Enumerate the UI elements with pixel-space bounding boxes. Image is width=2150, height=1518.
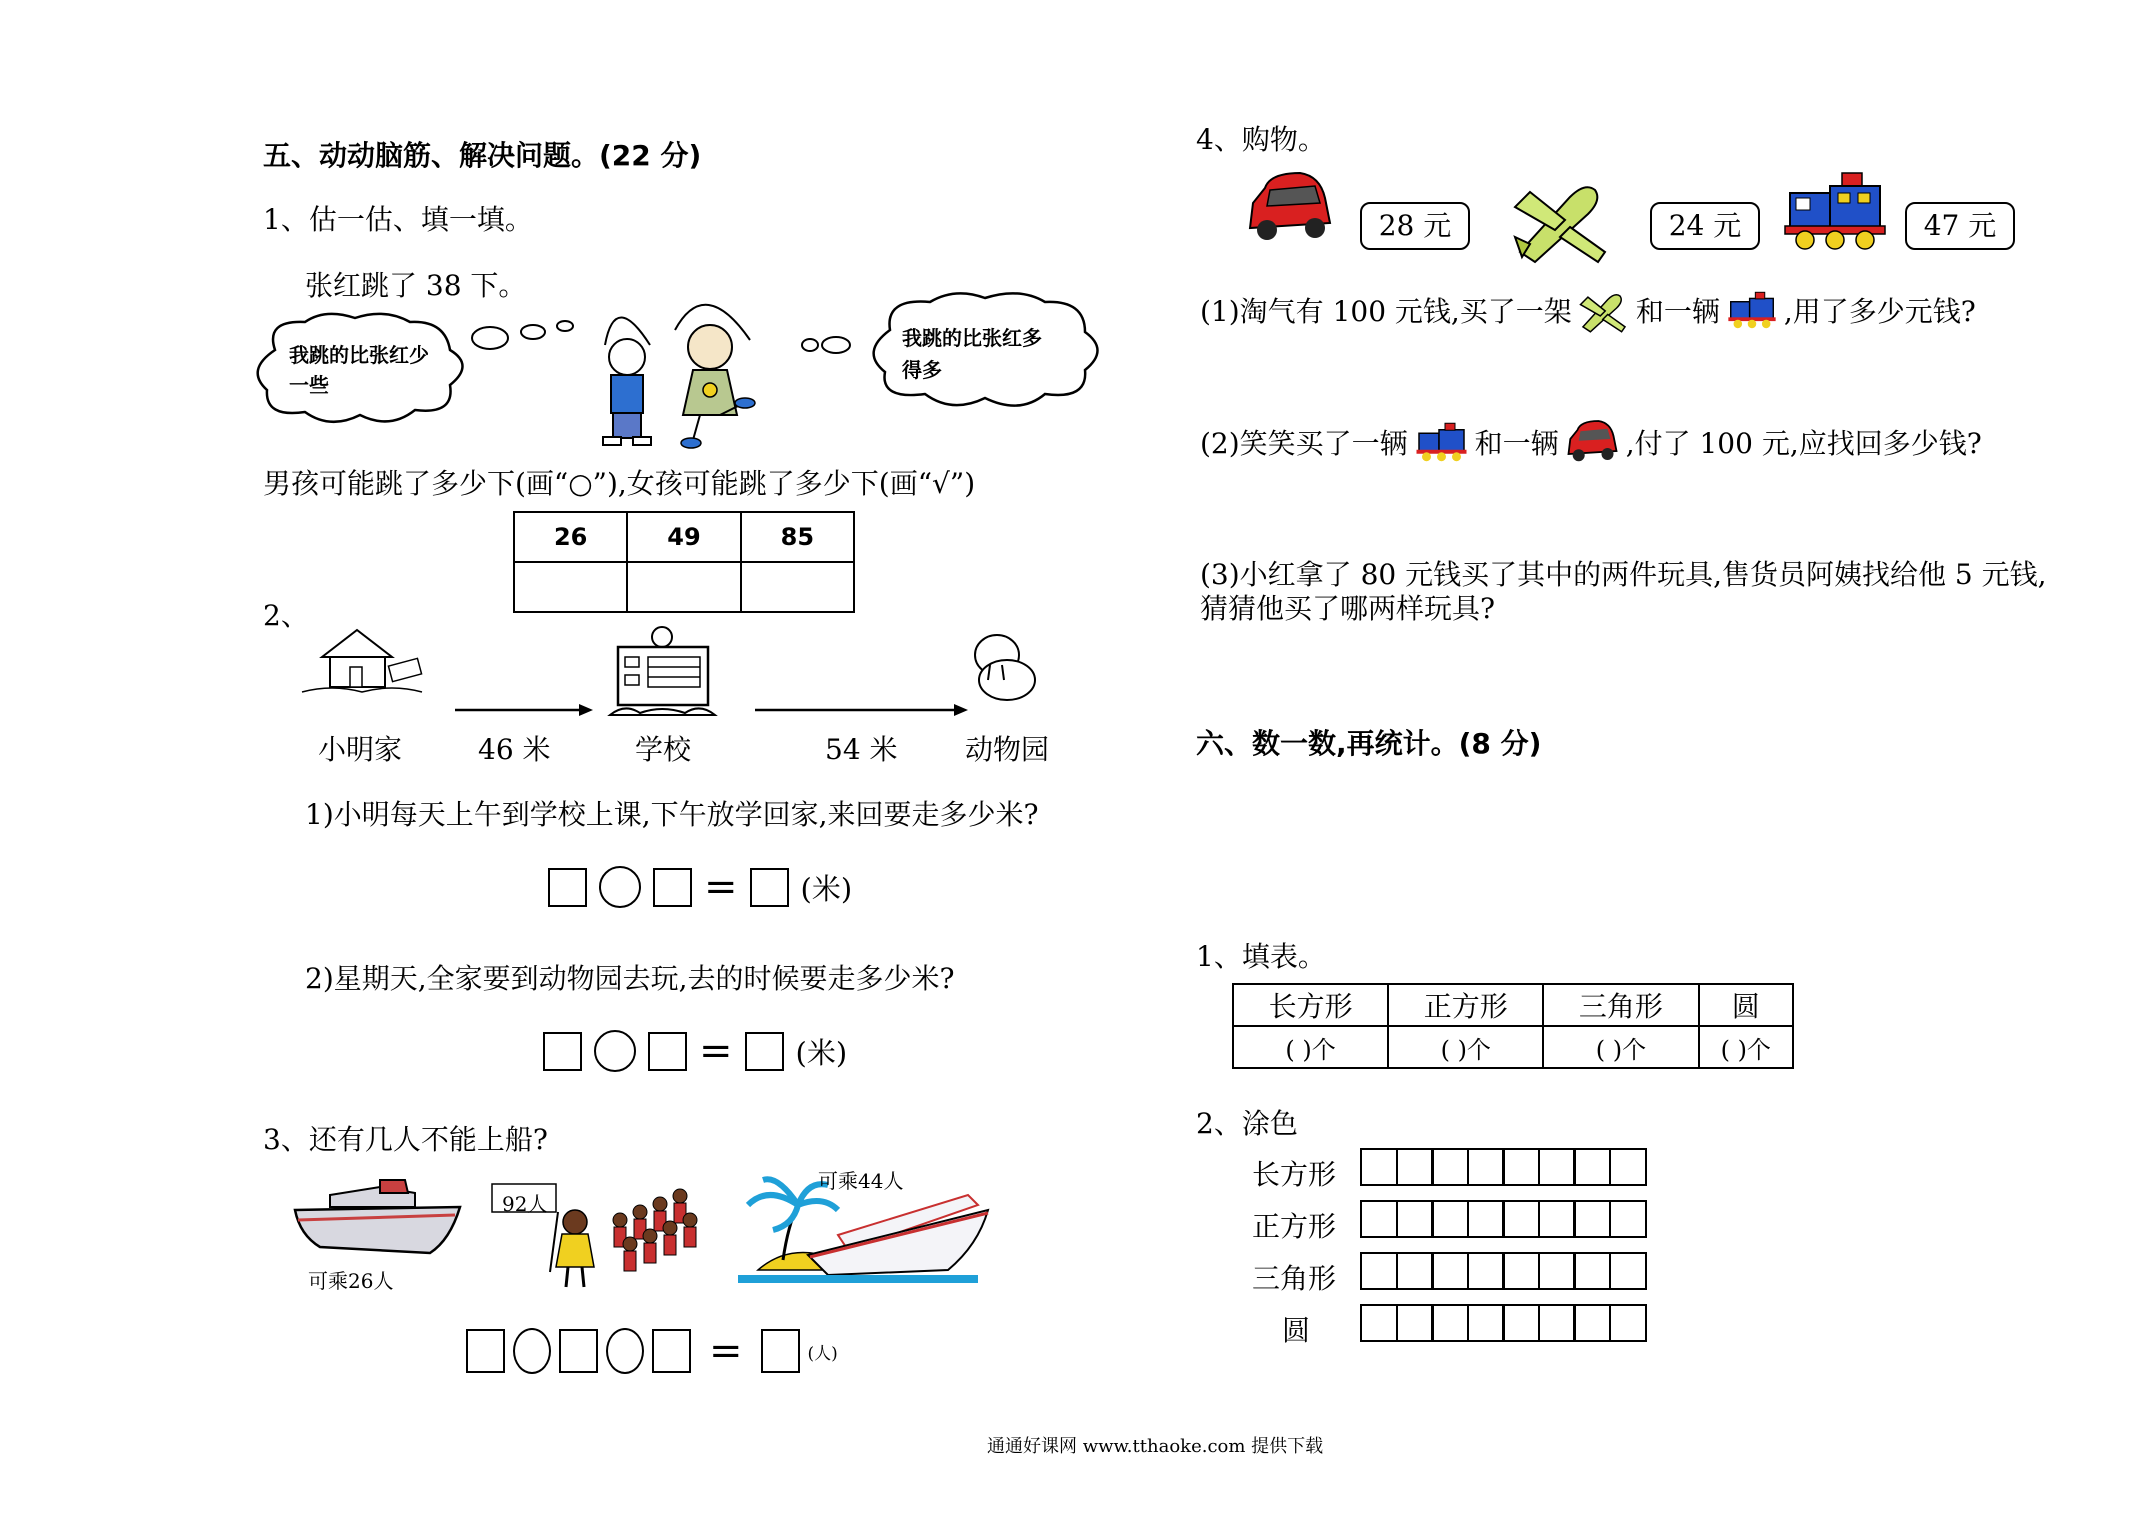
q4-sub1-text-a: (1)淘气有 100 元钱,买了一架 bbox=[1200, 295, 1572, 328]
train-icon bbox=[1726, 289, 1778, 331]
color-row-label: 圆 bbox=[1282, 1314, 1311, 1347]
shape-count-table bbox=[1232, 983, 1794, 1069]
q2-label: 2、 bbox=[263, 599, 309, 632]
walrus-icon bbox=[962, 625, 1042, 705]
children-skipping-illustration bbox=[575, 285, 795, 460]
price-plane: 24 元 bbox=[1650, 202, 1760, 250]
count-cell[interactable]: ( )个 bbox=[1543, 1026, 1698, 1068]
color-cell[interactable] bbox=[1538, 1148, 1576, 1186]
color-row-triangle bbox=[1360, 1252, 1647, 1290]
equals-sign: = bbox=[704, 864, 738, 910]
color-cell[interactable] bbox=[1360, 1252, 1398, 1290]
count-cell[interactable]: ( )个 bbox=[1388, 1026, 1543, 1068]
ship-2-capacity: 可乘44人 bbox=[818, 1169, 904, 1193]
color-cell[interactable] bbox=[1396, 1304, 1434, 1342]
boy-bubble-text: 我跳的比张红少一些 bbox=[289, 343, 429, 397]
section6-title: 六、数一数,再统计。(8 分) bbox=[1196, 727, 1542, 760]
q4-sub1-text-c: ,用了多少元钱? bbox=[1783, 295, 1976, 328]
q4-sub1 bbox=[1200, 286, 1976, 334]
equals-sign: = bbox=[709, 1328, 743, 1374]
table-cell: 85 bbox=[741, 512, 854, 562]
operator-circle[interactable] bbox=[594, 1030, 636, 1072]
color-row-label: 正方形 bbox=[1252, 1210, 1337, 1243]
q1-answer-table bbox=[513, 511, 855, 613]
operator-circle[interactable] bbox=[606, 1328, 644, 1374]
color-cell[interactable] bbox=[1467, 1148, 1505, 1186]
q1-title: 1、估一估、填一填。 bbox=[263, 203, 533, 236]
answer-box[interactable] bbox=[559, 1329, 598, 1373]
color-cell[interactable] bbox=[1360, 1304, 1398, 1342]
color-cell[interactable] bbox=[1431, 1148, 1469, 1186]
q2-sub1: 1)小明每天上午到学校上课,下午放学回家,来回要走多少米? bbox=[305, 798, 1039, 831]
color-cell[interactable] bbox=[1467, 1304, 1505, 1342]
color-cell[interactable] bbox=[1573, 1304, 1611, 1342]
color-row-circle bbox=[1360, 1304, 1647, 1342]
q4-sub2 bbox=[1200, 418, 1982, 466]
q4-sub1-text-b: 和一辆 bbox=[1635, 295, 1720, 328]
table-header: 正方形 bbox=[1388, 984, 1543, 1026]
q2-sub2: 2)星期天,全家要到动物园去玩,去的时候要走多少米? bbox=[305, 962, 955, 995]
q4-sub3-line1: (3)小红拿了 80 元钱买了其中的两件玩具,售货员阿姨找给他 5 元钱, bbox=[1200, 558, 2047, 591]
answer-box[interactable] bbox=[548, 868, 587, 907]
color-cell[interactable] bbox=[1360, 1148, 1398, 1186]
answer-box[interactable] bbox=[761, 1329, 800, 1373]
girl-bubble-text: 我跳的比张红多得多 bbox=[902, 326, 1042, 382]
color-row-square bbox=[1360, 1200, 1647, 1238]
school-icon bbox=[610, 625, 715, 717]
equation-1 bbox=[548, 866, 852, 908]
answer-box[interactable] bbox=[750, 868, 789, 907]
color-cell[interactable] bbox=[1538, 1304, 1576, 1342]
car-icon bbox=[1565, 418, 1620, 466]
unit-person: (人) bbox=[807, 1343, 838, 1364]
answer-box[interactable] bbox=[653, 868, 692, 907]
train-icon bbox=[1414, 419, 1469, 465]
table-header: 圆 bbox=[1699, 984, 1793, 1026]
color-cell[interactable] bbox=[1467, 1252, 1505, 1290]
q3-title: 3、还有几人不能上船? bbox=[263, 1123, 548, 1156]
color-row-label: 三角形 bbox=[1252, 1262, 1337, 1295]
color-cell[interactable] bbox=[1573, 1200, 1611, 1238]
distance-1: 46 米 bbox=[478, 733, 551, 766]
color-cell[interactable] bbox=[1609, 1252, 1647, 1290]
color-cell[interactable] bbox=[1396, 1252, 1434, 1290]
q4-sub2-text-c: ,付了 100 元,应找回多少钱? bbox=[1625, 427, 1982, 460]
color-cell[interactable] bbox=[1502, 1304, 1540, 1342]
arrow-icon bbox=[455, 702, 595, 718]
equation-3 bbox=[466, 1328, 838, 1374]
count-cell[interactable]: ( )个 bbox=[1699, 1026, 1793, 1068]
q4-sub3-line2: 猜猜他买了哪两样玩具? bbox=[1200, 592, 1496, 625]
price-train: 47 元 bbox=[1905, 202, 2015, 250]
q4-sub2-text-a: (2)笑笑买了一辆 bbox=[1200, 427, 1408, 460]
color-cell[interactable] bbox=[1396, 1200, 1434, 1238]
answer-cell[interactable] bbox=[741, 562, 854, 612]
q1-fact: 张红跳了 38 下。 bbox=[305, 269, 527, 302]
q1-question: 男孩可能跳了多少下(画“○”),女孩可能跳了多少下(画“√”) bbox=[263, 467, 976, 500]
color-cell[interactable] bbox=[1431, 1304, 1469, 1342]
color-cell[interactable] bbox=[1467, 1200, 1505, 1238]
unit-meter: (米) bbox=[795, 1035, 848, 1070]
answer-box[interactable] bbox=[745, 1032, 784, 1071]
color-row-label: 长方形 bbox=[1252, 1158, 1337, 1191]
answer-box[interactable] bbox=[648, 1032, 687, 1071]
plane-icon bbox=[1510, 172, 1615, 264]
color-cell[interactable] bbox=[1502, 1200, 1540, 1238]
q4-title: 4、购物。 bbox=[1196, 123, 1326, 156]
table-cell: 49 bbox=[627, 512, 740, 562]
color-row-rectangle bbox=[1360, 1148, 1647, 1186]
color-cell[interactable] bbox=[1573, 1252, 1611, 1290]
table-cell: 26 bbox=[514, 512, 627, 562]
color-cell[interactable] bbox=[1573, 1148, 1611, 1186]
answer-cell[interactable] bbox=[627, 562, 740, 612]
color-cell[interactable] bbox=[1609, 1148, 1647, 1186]
color-cell[interactable] bbox=[1502, 1252, 1540, 1290]
operator-circle[interactable] bbox=[599, 866, 641, 908]
train-icon bbox=[1780, 168, 1890, 253]
color-cell[interactable] bbox=[1538, 1200, 1576, 1238]
answer-cell[interactable] bbox=[514, 562, 627, 612]
color-cell[interactable] bbox=[1609, 1304, 1647, 1342]
answer-box[interactable] bbox=[466, 1329, 505, 1373]
equation-2 bbox=[543, 1030, 847, 1072]
color-cell[interactable] bbox=[1431, 1200, 1469, 1238]
equals-sign: = bbox=[699, 1028, 733, 1074]
color-cell[interactable] bbox=[1360, 1200, 1398, 1238]
table-header: 三角形 bbox=[1543, 984, 1698, 1026]
people-sign-text: 92人 bbox=[502, 1192, 548, 1216]
footer-source: 通通好课网 www.tthaoke.com 提供下载 bbox=[987, 1436, 1324, 1457]
plane-icon bbox=[1578, 286, 1630, 334]
answer-box[interactable] bbox=[652, 1329, 691, 1373]
price-car: 28 元 bbox=[1360, 202, 1470, 250]
answer-box[interactable] bbox=[543, 1032, 582, 1071]
color-cell[interactable] bbox=[1538, 1252, 1576, 1290]
place-school: 学校 bbox=[635, 733, 692, 766]
place-zoo: 动物园 bbox=[965, 733, 1050, 766]
place-xiaoming-home: 小明家 bbox=[318, 733, 403, 766]
ship-1-icon bbox=[290, 1175, 465, 1260]
color-cell[interactable] bbox=[1396, 1148, 1434, 1186]
house-icon bbox=[302, 622, 427, 697]
operator-circle[interactable] bbox=[513, 1328, 551, 1374]
fill-table-title: 1、填表。 bbox=[1196, 940, 1326, 973]
count-cell[interactable]: ( )个 bbox=[1233, 1026, 1388, 1068]
color-cell[interactable] bbox=[1502, 1148, 1540, 1186]
unit-meter: (米) bbox=[800, 871, 853, 906]
q4-sub2-text-b: 和一辆 bbox=[1474, 427, 1559, 460]
table-header: 长方形 bbox=[1233, 984, 1388, 1026]
ship-1-capacity: 可乘26人 bbox=[308, 1269, 394, 1293]
color-cell[interactable] bbox=[1609, 1200, 1647, 1238]
distance-2: 54 米 bbox=[825, 733, 898, 766]
color-title: 2、涂色 bbox=[1196, 1107, 1298, 1140]
arrow-icon bbox=[755, 702, 970, 718]
section5-title: 五、动动脑筋、解决问题。(22 分) bbox=[263, 139, 702, 172]
color-cell[interactable] bbox=[1431, 1252, 1469, 1290]
car-icon bbox=[1245, 168, 1335, 248]
bubble-dots-left bbox=[470, 318, 590, 358]
